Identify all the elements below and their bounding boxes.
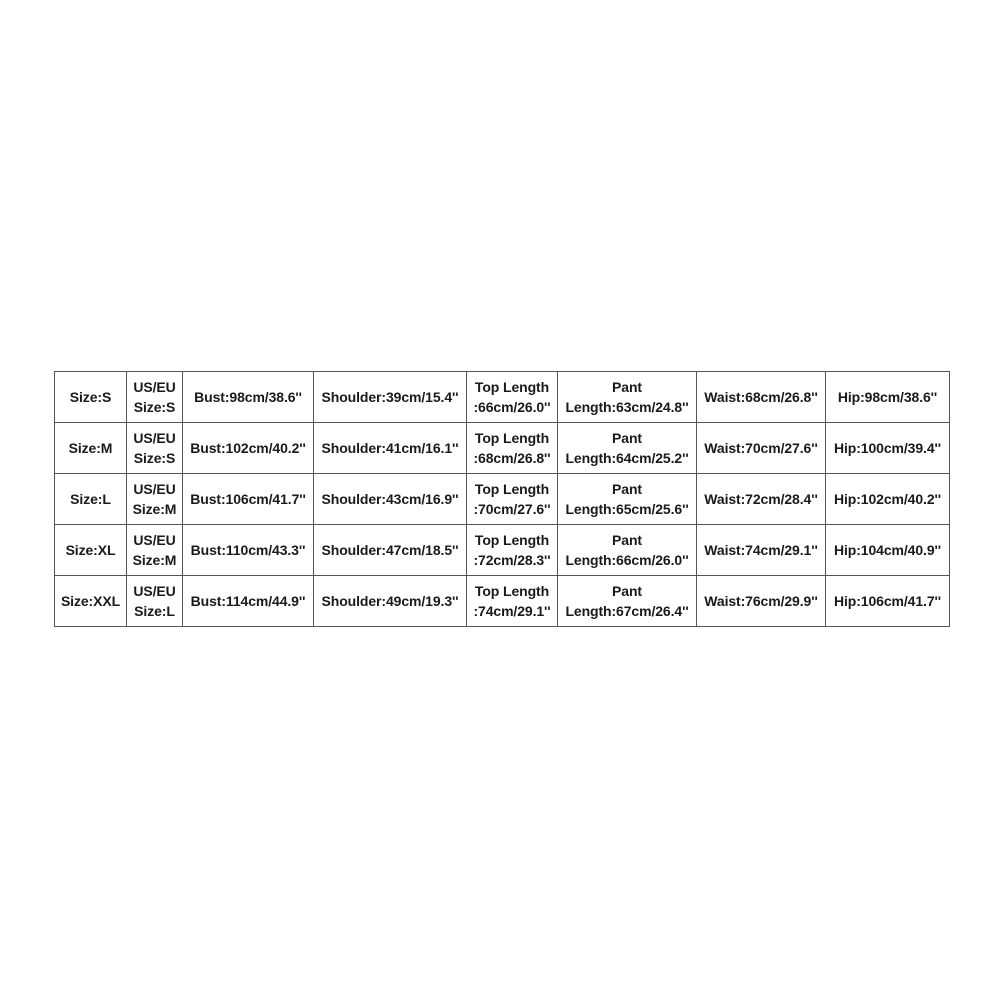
shoulder-cell: Shoulder:39cm/15.4'' (314, 372, 467, 423)
waist-cell: Waist:72cm/28.4'' (697, 474, 826, 525)
top-length-cell: Top Length :66cm/26.0'' (467, 372, 558, 423)
size-cell: Size:S (55, 372, 127, 423)
pant-length-cell: Pant Length:66cm/26.0'' (558, 525, 697, 576)
top-length-cell: Top Length :70cm/27.6'' (467, 474, 558, 525)
us-eu-size-cell: US/EU Size:M (127, 525, 183, 576)
size-cell: Size:L (55, 474, 127, 525)
bust-cell: Bust:110cm/43.3'' (183, 525, 314, 576)
table-row (55, 474, 950, 525)
bust-cell: Bust:106cm/41.7'' (183, 474, 314, 525)
top-length-cell: Top Length :72cm/28.3'' (467, 525, 558, 576)
bust-cell: Bust:114cm/44.9'' (183, 576, 314, 627)
bust-cell: Bust:98cm/38.6'' (183, 372, 314, 423)
pant-length-cell: Pant Length:65cm/25.6'' (558, 474, 697, 525)
shoulder-cell: Shoulder:49cm/19.3'' (314, 576, 467, 627)
us-eu-size-cell: US/EU Size:L (127, 576, 183, 627)
hip-cell: Hip:100cm/39.4'' (826, 423, 950, 474)
table-row (55, 423, 950, 474)
shoulder-cell: Shoulder:47cm/18.5'' (314, 525, 467, 576)
shoulder-cell: Shoulder:43cm/16.9'' (314, 474, 467, 525)
size-chart-table (54, 371, 950, 627)
hip-cell: Hip:102cm/40.2'' (826, 474, 950, 525)
size-cell: Size:M (55, 423, 127, 474)
hip-cell: Hip:104cm/40.9'' (826, 525, 950, 576)
bust-cell: Bust:102cm/40.2'' (183, 423, 314, 474)
us-eu-size-cell: US/EU Size:S (127, 423, 183, 474)
top-length-cell: Top Length :74cm/29.1'' (467, 576, 558, 627)
table-row (55, 525, 950, 576)
table-row (55, 372, 950, 423)
waist-cell: Waist:74cm/29.1'' (697, 525, 826, 576)
waist-cell: Waist:68cm/26.8'' (697, 372, 826, 423)
pant-length-cell: Pant Length:67cm/26.4'' (558, 576, 697, 627)
hip-cell: Hip:106cm/41.7'' (826, 576, 950, 627)
shoulder-cell: Shoulder:41cm/16.1'' (314, 423, 467, 474)
top-length-cell: Top Length :68cm/26.8'' (467, 423, 558, 474)
waist-cell: Waist:70cm/27.6'' (697, 423, 826, 474)
us-eu-size-cell: US/EU Size:S (127, 372, 183, 423)
us-eu-size-cell: US/EU Size:M (127, 474, 183, 525)
size-cell: Size:XXL (55, 576, 127, 627)
size-cell: Size:XL (55, 525, 127, 576)
table-row (55, 576, 950, 627)
pant-length-cell: Pant Length:63cm/24.8'' (558, 372, 697, 423)
waist-cell: Waist:76cm/29.9'' (697, 576, 826, 627)
pant-length-cell: Pant Length:64cm/25.2'' (558, 423, 697, 474)
hip-cell: Hip:98cm/38.6'' (826, 372, 950, 423)
